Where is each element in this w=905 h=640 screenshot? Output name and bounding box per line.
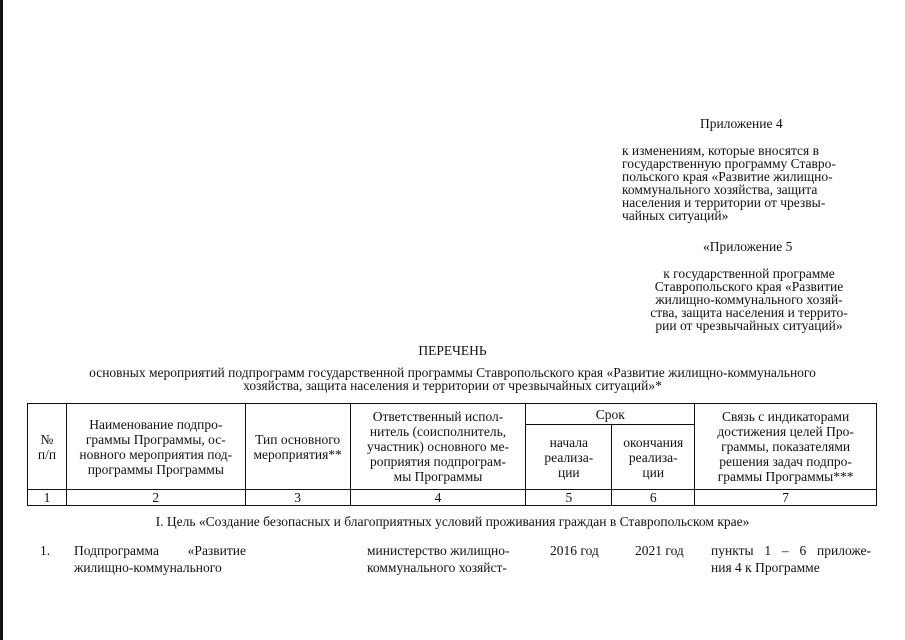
row-name xyxy=(74,542,246,576)
row-end-year: 2021 год xyxy=(635,543,684,558)
appendix4-title: Приложение 4 xyxy=(700,116,783,131)
header-line: реализа- xyxy=(544,449,594,465)
appendix5-line: к государственной программе xyxy=(663,266,835,281)
header-line: п/п xyxy=(37,446,57,462)
header-line: № xyxy=(40,431,54,447)
goal-heading: I. Цель «Создание безопасных и благоприятных условий проживания граждан в Ставропольском крае» xyxy=(155,514,750,529)
header-line: решения задач подпро- xyxy=(719,454,852,469)
document-subtitle xyxy=(30,366,875,392)
header-line: начала xyxy=(549,434,588,450)
appendix4-line: населения и территории от чрезвы- xyxy=(622,195,826,210)
header-line: Тип основного xyxy=(255,431,341,447)
appendix4-text xyxy=(622,144,874,222)
header-line: участник) основного ме- xyxy=(366,439,510,454)
header-line: новного мероприятия под- xyxy=(79,446,233,462)
appendix5-line: ства, защита населения и террито- xyxy=(650,305,848,320)
header-responsible xyxy=(350,404,526,490)
appendix4-line: чайных ситуаций» xyxy=(622,208,729,223)
appendix4-line: коммунального хозяйства, защита xyxy=(622,182,818,197)
subtitle-line: основных мероприятий подпрограмм государственной программы Ставропольского края «Развитие жилищно-коммунального xyxy=(89,365,816,380)
header-line: реализа- xyxy=(628,449,678,465)
header-line: окончания xyxy=(623,434,684,450)
header-end xyxy=(612,425,695,490)
header-line: граммы Программы, ос- xyxy=(85,431,226,447)
measures-table xyxy=(27,403,877,506)
row-link-line: ния 4 к Программе xyxy=(711,560,820,575)
header-line: граммы, показателями xyxy=(721,439,851,454)
appendix5-line: жилищно-коммунального хозяй- xyxy=(655,292,843,307)
appendix4-line: государственную программу Ставро- xyxy=(622,156,836,171)
row-name-line: жилищно-коммунального xyxy=(74,560,222,575)
header-line: роприятия подпрограм- xyxy=(369,454,507,469)
appendix5-line: Ставропольского края «Развитие xyxy=(654,279,844,294)
row-responsible-line: министерство жилищно- xyxy=(367,543,510,558)
header-line: ции xyxy=(557,464,580,480)
column-number: 3 xyxy=(245,490,350,506)
header-number xyxy=(28,404,67,490)
header-link xyxy=(695,404,877,490)
header-line: граммы Программы*** xyxy=(717,469,854,484)
header-line: нитель (соисполнитель, xyxy=(369,424,507,439)
header-line: Наименование подпро- xyxy=(89,416,223,432)
column-number: 6 xyxy=(612,490,695,506)
row-number: 1. xyxy=(40,543,51,558)
header-line: достижения целей Про- xyxy=(717,424,854,439)
header-line: мероприятия** xyxy=(253,446,342,462)
header-type xyxy=(245,404,350,490)
page-edge-line xyxy=(0,0,3,640)
appendix5-line: рии от чрезвычайных ситуаций» xyxy=(655,318,843,333)
header-name xyxy=(66,404,245,490)
row-link-line: пункты 1 – 6 приложе- xyxy=(711,543,871,558)
header-line: Связь с индикаторами xyxy=(722,409,850,424)
row-link xyxy=(711,542,871,576)
appendix4-line: к изменениям, которые вносятся в xyxy=(622,143,820,158)
subtitle-line: хозяйства, защита населения и территории от чрезвычайных ситуаций»* xyxy=(243,378,662,393)
column-number: 1 xyxy=(28,490,67,506)
header-period: Срок xyxy=(526,404,695,425)
column-number: 2 xyxy=(66,490,245,506)
column-number: 5 xyxy=(526,490,612,506)
document-title: ПЕРЕЧЕНЬ xyxy=(418,343,487,358)
row-responsible xyxy=(367,542,531,576)
appendix4-line: польского края «Развитие жилищно- xyxy=(622,169,833,184)
appendix5-title: «Приложение 5 xyxy=(703,239,793,254)
header-line: программы Программы xyxy=(87,461,224,477)
column-number: 7 xyxy=(695,490,877,506)
row-name-line: Подпрограмма «Развитие xyxy=(74,543,246,558)
appendix5-text xyxy=(640,267,858,332)
row-responsible-line: коммунального хозяйст- xyxy=(367,560,507,575)
column-number: 4 xyxy=(350,490,526,506)
header-line: ции xyxy=(642,464,665,480)
row-start-year: 2016 год xyxy=(550,543,599,558)
header-start xyxy=(526,425,612,490)
header-line: Ответственный испол- xyxy=(372,409,504,424)
header-line: мы Программы xyxy=(393,469,483,484)
